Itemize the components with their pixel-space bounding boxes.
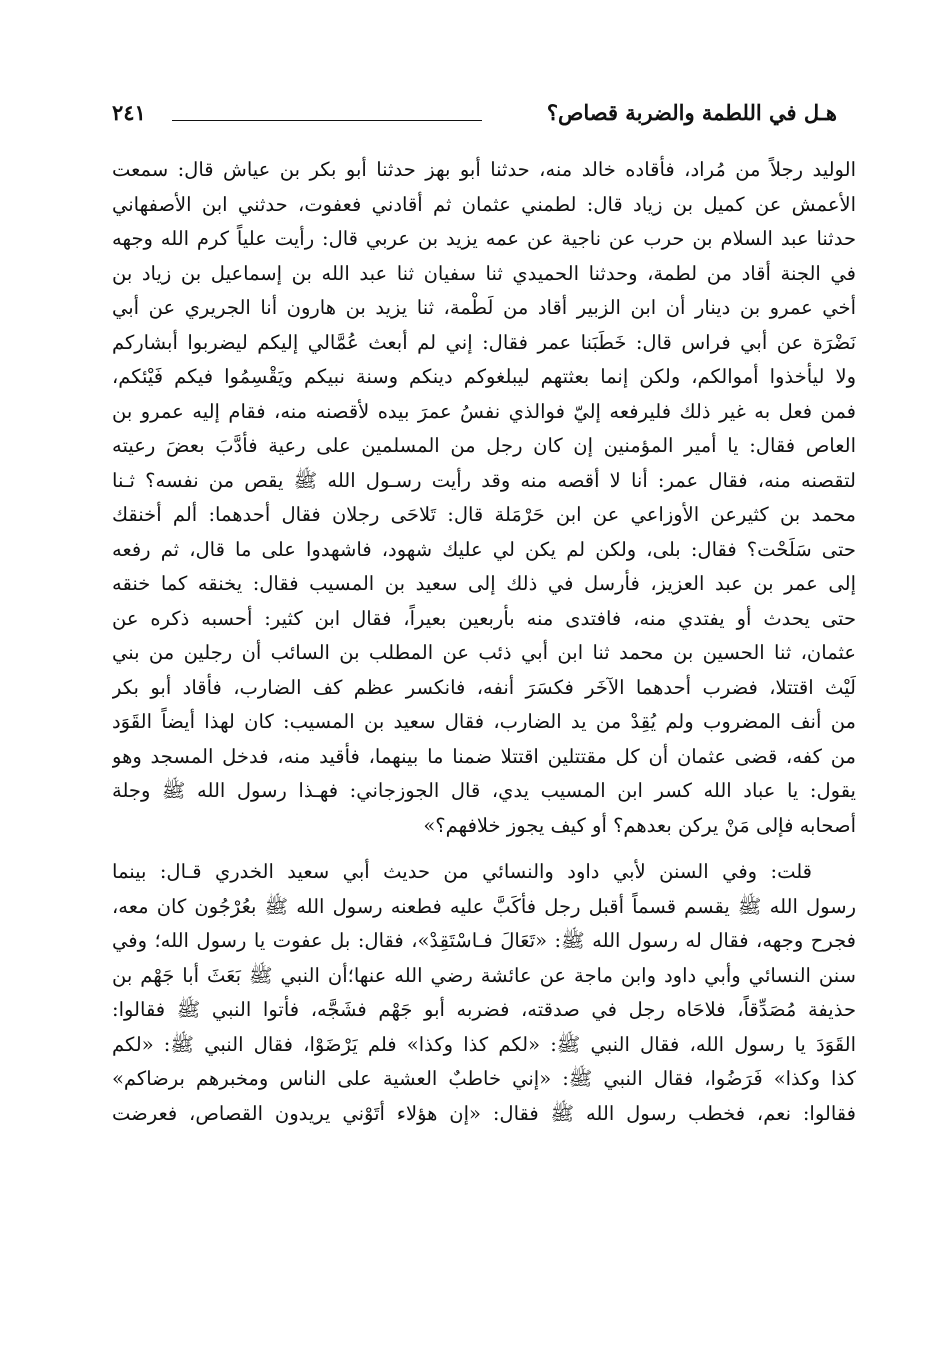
text-line: في الجنة أقاد من لطمة، وحدثنا الحميدي ثنا سفيان ثنا عبد الله بن إسماعيل بن زياد بن	[112, 261, 856, 285]
paragraph-1	[112, 153, 856, 843]
text-line: رسول الله ﷺ يقسم قسماً أقبل رجل فأكَبَّ عليه فطعنه رسول الله ﷺ بعُرْجُون كان معه،	[112, 894, 856, 918]
text-line: القَوَدَ يا رسول الله، فقال النبي ﷺ: «لكم كذا وكذا» فلم يَرْضَوْا، فقال النبي ﷺ: «لكم	[112, 1032, 856, 1056]
text-line: أخي عمرو بن دينار أن ابن الزبير أقاد من لَطْمة، ثنا يزيد بن هارون أنا الجريري عن أبي	[112, 296, 856, 319]
text-line: أصحابه فإلى مَنْ يركن بعدهم؟ أو كيف يجوز خلافهم؟»	[423, 813, 856, 837]
text-line: لَيْث اقتتلا، فضرب أحدهما الآخَر فكسَرَ أنفه، فانكسر عظم كف الضارب، فأقاد أبو بكر	[112, 675, 856, 699]
text-line: فمن فعل به غير ذلك فليرفعه إليّ فوالذي نفسُ عمرَ بيده لأقصنه منه، فقام إليه عمرو بن	[112, 399, 856, 423]
paragraph-gap	[112, 843, 856, 855]
text-line: حتى سَلَحْت؟ فقال: بلى، ولكن لم يكن لي عليك شهود، فاشهدوا على ما قال، ثم رفعه	[112, 537, 856, 561]
text-line: نَضْرَة عن أبي فراس قال: خَطَبَنا عمر فقال: إني لم أبعث عُمَّالي إليكم ليضربوا أبشاركم	[112, 330, 856, 354]
page-header	[112, 98, 837, 138]
text-line: العاص فقال: يا أمير المؤمنين إن كان رجل من المسلمين على رعية فأدَّبَ بعضَ رعيته	[112, 434, 856, 457]
text-line: سنن النسائي وأبي داود وابن ماجة عن عائشة رضي الله عنها؛أن النبي ﷺ بَعَثَ أبا جَهْم بن	[112, 963, 856, 987]
page-number: ٢٤١	[112, 100, 146, 125]
text-line: فجرح وجهه، فقال له رسول الله ﷺ: «تَعَالَ فـاسْتَقِدْ»، فقال: بل عفوت يا رسول الله؛ وفي	[112, 929, 856, 952]
text-line: ولا ليأخذوا أموالكم، ولكن إنما بعثتهم ليبلغوكم دينكم وسنة نبيكم ويَقْسِمُوا فيكم فَيْئكم،	[112, 365, 856, 388]
text-line: يقول: يا عباد الله كسر ابن المسيب يدي، قال الجوزجاني: فهـذا رسول الله ﷺ وجلة	[112, 779, 856, 802]
text-line: إلى عمر بن عبد العزيز، فأرسل في ذلك إلى سعيد بن المسيب فقال: يخنقه كما خنقه	[112, 572, 856, 595]
text-line: من كفه، قضى عثمان أن كل مقتتلين اقتتلا ضمنا ما بينهما، فأقيد منه، فدخل المسجد وهو	[112, 744, 856, 768]
text-line: حتى يحدث أو يفتدي منه، فافتدى منه بأربعين بعيراً، فقال ابن كثير: أحسبه ذكره عن	[112, 606, 856, 630]
text-line: لتقصنه منه، فقال عمر: أنا لا أقصه منه وقد رأيت رسـول الله ﷺ يقص من نفسه؟ ثـنا	[112, 468, 856, 492]
text-line: قلت: وفي السنن لأبي داود والنسائي من حديث أبي سعيد الخدري قـال: بينما	[112, 860, 812, 883]
text-line: حدثنا عبد السلام بن حرب عن ناجية عن عمه يزيد بن عربي قال: رأيت علياً كرم الله وجهه	[112, 227, 856, 250]
body-text	[112, 153, 856, 1131]
text-line: من أنف المضروب ولم يُقِدْ من يد الضارب، فقال سعيد بن المسيب: كان لهذا أيضاً القَوَد	[112, 710, 856, 733]
text-line: فقالوا: نعم، فخطب رسول الله ﷺ فقال: «إن هؤلاء أتَوْني يريدون القصاص، فعرضت	[112, 1101, 856, 1125]
paragraph-2	[112, 855, 856, 1131]
text-line: الأعمش عن كميل بن زياد قال: لطمني عثمان ثم أقادني فعفوت، حدثني ابن الأصفهاني	[112, 192, 856, 216]
header-rule	[172, 120, 482, 121]
text-line: عثمان، ثنا الحسين بن محمد ثنا ابن أبي ذئب عن المطلب بن السائب أن رجلين من بني	[112, 641, 856, 664]
text-line: الوليد رجلاً من مُراد، فأقاده خالد منه، حدثنا أبو بهز حدثنا أبو بكر بن عياش قال: سمعت	[112, 158, 856, 181]
running-title: هـل في اللطمة والضربة قصاص؟	[546, 100, 837, 125]
text-line: كذا وكذا» فَرَضُوا، فقال النبي ﷺ: «إني خاطبٌ العشية على الناس ومخبرهم برضاكم»	[112, 1067, 856, 1090]
text-line: محمد بن كثيرعن الأوزاعي عن ابن حَرْمَلة قال: تَلاحَى رجلان فقال أحدهما: ألم أخنقك	[112, 503, 856, 526]
text-line: حذيفة مُصَدِّقاً، فلاحَاه رجل في صدقته، فضربه أبو جَهْم فشَجَّه، فأتوا النبي ﷺ فقالوا:	[112, 998, 856, 1021]
